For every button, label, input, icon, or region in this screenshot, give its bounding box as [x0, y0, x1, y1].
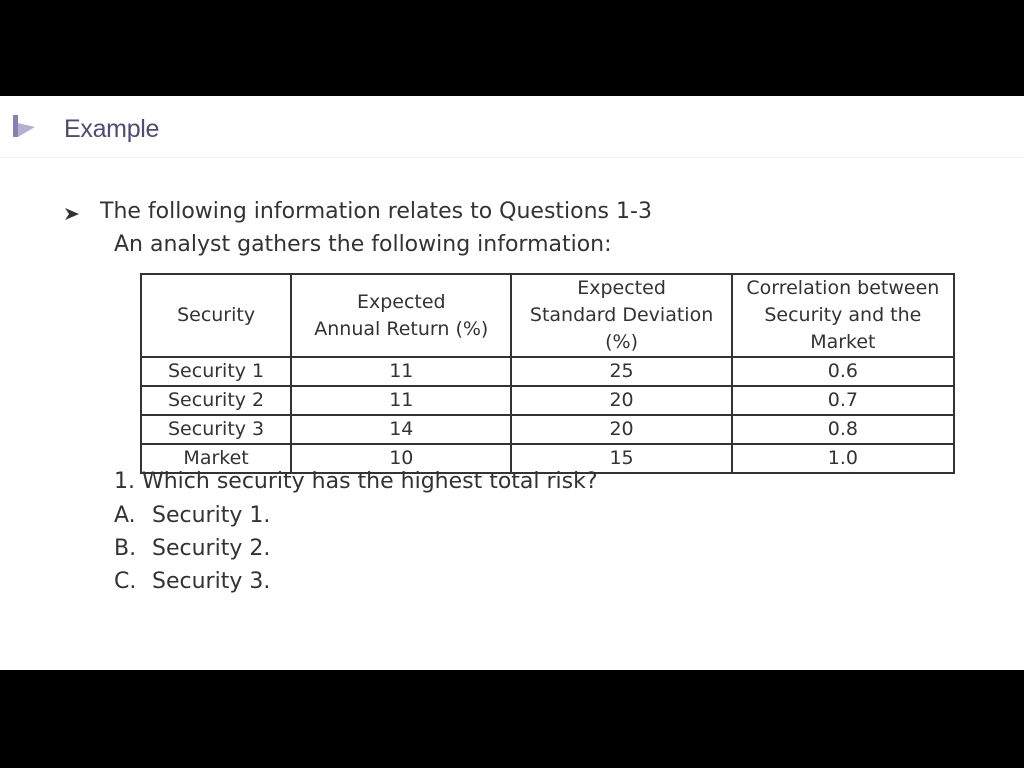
- option-letter: A.: [114, 503, 136, 528]
- option-letter: C.: [114, 569, 137, 594]
- header-security: [141, 274, 291, 357]
- data-table: [140, 273, 955, 474]
- table-cell: 0.7: [732, 386, 954, 415]
- table-cell: 1.0: [732, 444, 954, 473]
- table-row: [141, 357, 954, 386]
- table-cell: 0.8: [732, 415, 954, 444]
- table-cell: 25: [511, 357, 731, 386]
- table-cell: Market: [141, 444, 291, 473]
- table-cell: Security 3: [141, 415, 291, 444]
- table-cell: 20: [511, 415, 731, 444]
- table-header-row: [141, 274, 954, 357]
- subintro-text: An analyst gathers the following information:: [114, 232, 612, 257]
- question-text: 1. Which security has the highest total risk?: [114, 469, 598, 494]
- header-line: Security: [177, 304, 256, 326]
- arrow-bullet-icon: [64, 206, 80, 222]
- table-row: [141, 415, 954, 444]
- option-text: Security 1.: [152, 503, 271, 528]
- table-cell: Security 2: [141, 386, 291, 415]
- option-text: Security 3.: [152, 569, 271, 594]
- table-cell: Security 1: [141, 357, 291, 386]
- answer-option-c[interactable]: [114, 567, 270, 597]
- header-line: Security and the: [764, 304, 922, 326]
- option-text: Security 2.: [152, 536, 271, 561]
- header-std-deviation: [511, 274, 731, 357]
- table-cell: 20: [511, 386, 731, 415]
- slide-title: Example: [64, 115, 160, 143]
- slide: [0, 96, 1024, 670]
- header-expected-return: [291, 274, 511, 357]
- header-correlation: [732, 274, 954, 357]
- header-line: Annual Return (%): [314, 317, 489, 340]
- header-line: Market: [810, 331, 876, 353]
- table-cell: 11: [291, 386, 511, 415]
- header-line: Standard Deviation: [529, 304, 714, 326]
- answer-option-b[interactable]: [114, 534, 270, 564]
- header-line: (%): [605, 331, 639, 353]
- option-letter: B.: [114, 536, 137, 561]
- table-cell: 10: [291, 444, 511, 473]
- header-line: Expected: [356, 290, 446, 313]
- header-line: Correlation between: [746, 277, 940, 299]
- answer-option-a[interactable]: [114, 501, 270, 531]
- slide-header: [0, 96, 1024, 158]
- table-cell: 15: [511, 444, 731, 473]
- header-line: Expected: [577, 277, 666, 299]
- table-cell: 0.6: [732, 357, 954, 386]
- table-cell: 14: [291, 415, 511, 444]
- table-row: [141, 386, 954, 415]
- logo-icon: [11, 114, 37, 138]
- table-cell: 11: [291, 357, 511, 386]
- intro-text: The following information relates to Questions 1-3: [100, 199, 652, 224]
